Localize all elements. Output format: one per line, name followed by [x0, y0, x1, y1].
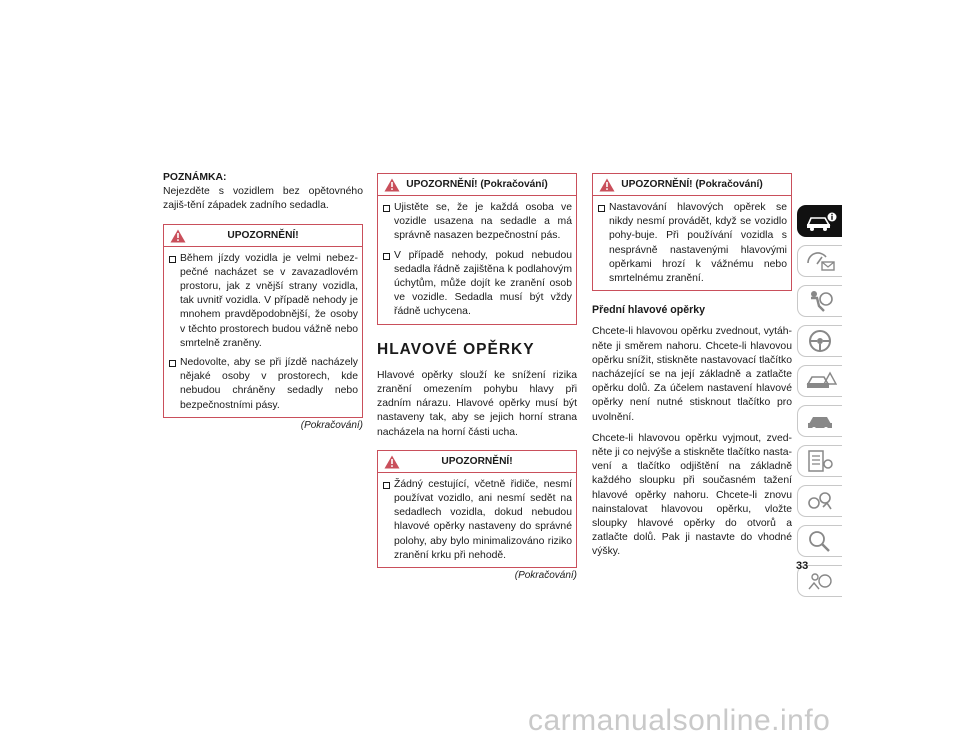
- warning-triangle-icon: [384, 455, 400, 469]
- multimedia-icon: [805, 489, 837, 513]
- continued-label: (Pokračování): [514, 570, 577, 582]
- column-3: [592, 173, 792, 560]
- checkbox-bullet-icon: [383, 205, 390, 212]
- tab-index[interactable]: [797, 525, 842, 557]
- warning-body: [164, 247, 362, 417]
- intro-paragraph: Hlavové opěrky slouží ke snížení rizika zranění omezením pohybu hlavy při zadním nárazu. Hlavové opěrky musí být nastaveny tak, aby se jejich horní strana nacházela na horní části ucha.: [377, 369, 577, 438]
- paragraph: Chcete-li hlavovou opěrku zvednout, vytáh-něte ji směrem nahoru. Chcete-li hlavovou opěrku snížit, stiskněte nastavovací tlačítko nacházející se na její základně a zatlačte opěrku dolů. Za účelem nastavení hlavové opěrky není nutné stisknout tlačítko pro uvolnění.: [592, 326, 792, 423]
- tab-servicing[interactable]: [797, 405, 842, 437]
- car-info-icon: [805, 209, 837, 233]
- car-service-icon: [805, 409, 837, 433]
- tab-starting-operating[interactable]: [797, 325, 842, 357]
- search-index-icon: [805, 529, 837, 553]
- tab-specifications[interactable]: [797, 445, 842, 477]
- tab-emergency[interactable]: [797, 365, 842, 397]
- warning-item: [382, 249, 572, 320]
- warning-item-text: V případě nehody, pokud nebudou sedadla řádně zajištěna k podlahovým úchytům, může dojít ke zranění osob ve vozidle. Sedadla musí být vždy řádně uchycena.: [394, 249, 572, 318]
- warning-body: [378, 473, 576, 567]
- car-emergency-icon: [805, 369, 837, 393]
- warning-item-text: Nedovolte, aby se při jízdě nacházely nějaké osoby v prostorech, kde nebudou chráněny sedadly nebo bezpečnostními pásy.: [180, 357, 358, 411]
- warning-header: [378, 174, 576, 196]
- languages-icon: [805, 569, 837, 593]
- chapter-tabs: [797, 205, 842, 605]
- continued-label: (Pokračování): [300, 419, 363, 431]
- column-1: [163, 171, 363, 433]
- checkbox-bullet-icon: [598, 205, 605, 212]
- warning-triangle-icon: [599, 178, 615, 192]
- warning-box: [377, 450, 577, 568]
- dashboard-message-icon: [805, 249, 837, 273]
- checkbox-bullet-icon: [383, 482, 390, 489]
- warning-title: UPOZORNĚNÍ!: [441, 455, 513, 467]
- checkbox-bullet-icon: [169, 360, 176, 367]
- warning-box-continued: [592, 173, 792, 291]
- warning-body: [378, 196, 576, 324]
- specifications-list-icon: [805, 449, 837, 473]
- warning-item-text: Ujistěte se, že je každá osoba ve vozidle usazena na sedadle a má správně nasazen bezpečnostní pás.: [394, 202, 572, 242]
- warning-item: [168, 356, 358, 413]
- warning-triangle-icon: [384, 178, 400, 192]
- warning-header: [378, 451, 576, 473]
- subsection-title: Přední hlavové opěrky: [592, 304, 706, 317]
- warning-item: [382, 478, 572, 563]
- tab-multimedia[interactable]: [797, 485, 842, 517]
- warning-item: [597, 201, 787, 286]
- warning-item-text: Žádný cestující, včetně řidiče, nesmí používat vozidlo, ani nesmí sedět na sedadlech vozidla, dokud nebudou hlavové opěrky nastaveny do správné polohy, aby bylo minimalizováno riziko zranění krku při nehodě.: [394, 478, 572, 561]
- note-title: POZNÁMKA:: [163, 172, 227, 183]
- warning-title: UPOZORNĚNÍ! (Pokračování): [406, 179, 548, 190]
- note-text: Nejezděte s vozidlem bez opětovného zajiš-tění západek zadního sedadla.: [163, 186, 363, 212]
- tab-dashboard-messages[interactable]: [797, 245, 842, 277]
- warning-body: [593, 196, 791, 290]
- checkbox-bullet-icon: [169, 256, 176, 263]
- page-number: 33: [796, 560, 809, 572]
- warning-triangle-icon: [170, 229, 186, 243]
- checkbox-bullet-icon: [383, 253, 390, 260]
- warning-box: [163, 224, 363, 418]
- airbag-person-icon: [805, 289, 837, 313]
- warning-header: [593, 174, 791, 196]
- warning-box-continued: [377, 173, 577, 325]
- watermark: carmanualsonline.info: [528, 704, 831, 737]
- warning-item-text: Během jízdy vozidla je velmi nebez-pečné nacházet se v zavazadlovém prostoru, jak z vnější strany vozidla, tak uvnitř vozidla. V případě nehody je mnohem pravděpodobnější, že osoby v těchto prostorech budou vážně nebo smrtelně zraněny.: [180, 252, 358, 349]
- tab-car-info[interactable]: [797, 205, 842, 237]
- warning-item: [382, 201, 572, 244]
- warning-item: [168, 252, 358, 351]
- warning-header: [164, 225, 362, 247]
- warning-title: UPOZORNĚNÍ!: [227, 229, 299, 241]
- tab-safety[interactable]: [797, 285, 842, 317]
- paragraph: Chcete-li hlavovou opěrku vyjmout, zved-něte ji co nejvýše a stiskněte tlačítko nasta-vení a tlačítko odjištění na základně každého sloupku při současném tažení hlavové opěrky nahoru. Chcete-li znovu nainstalovat hlavovou opěrku, vložte sloupky hlavové opěrky do otvorů a zatlačte dolů. Pak ji nastavte do vhodné výšky.: [592, 432, 792, 558]
- steering-wheel-icon: [805, 329, 837, 353]
- column-2: [377, 173, 577, 583]
- warning-title: UPOZORNĚNÍ! (Pokračování): [621, 179, 763, 190]
- warning-item-text: Nastavování hlavových opěrek se nikdy nesmí provádět, když se vozidlo pohy-buje. Při používání vozidla s nesprávně nastavenými hlavovými opěrkami hrozí k vážnému nebo smrtelnému zranění.: [609, 202, 787, 285]
- section-title: HLAVOVÉ OPĚRKY: [377, 340, 535, 358]
